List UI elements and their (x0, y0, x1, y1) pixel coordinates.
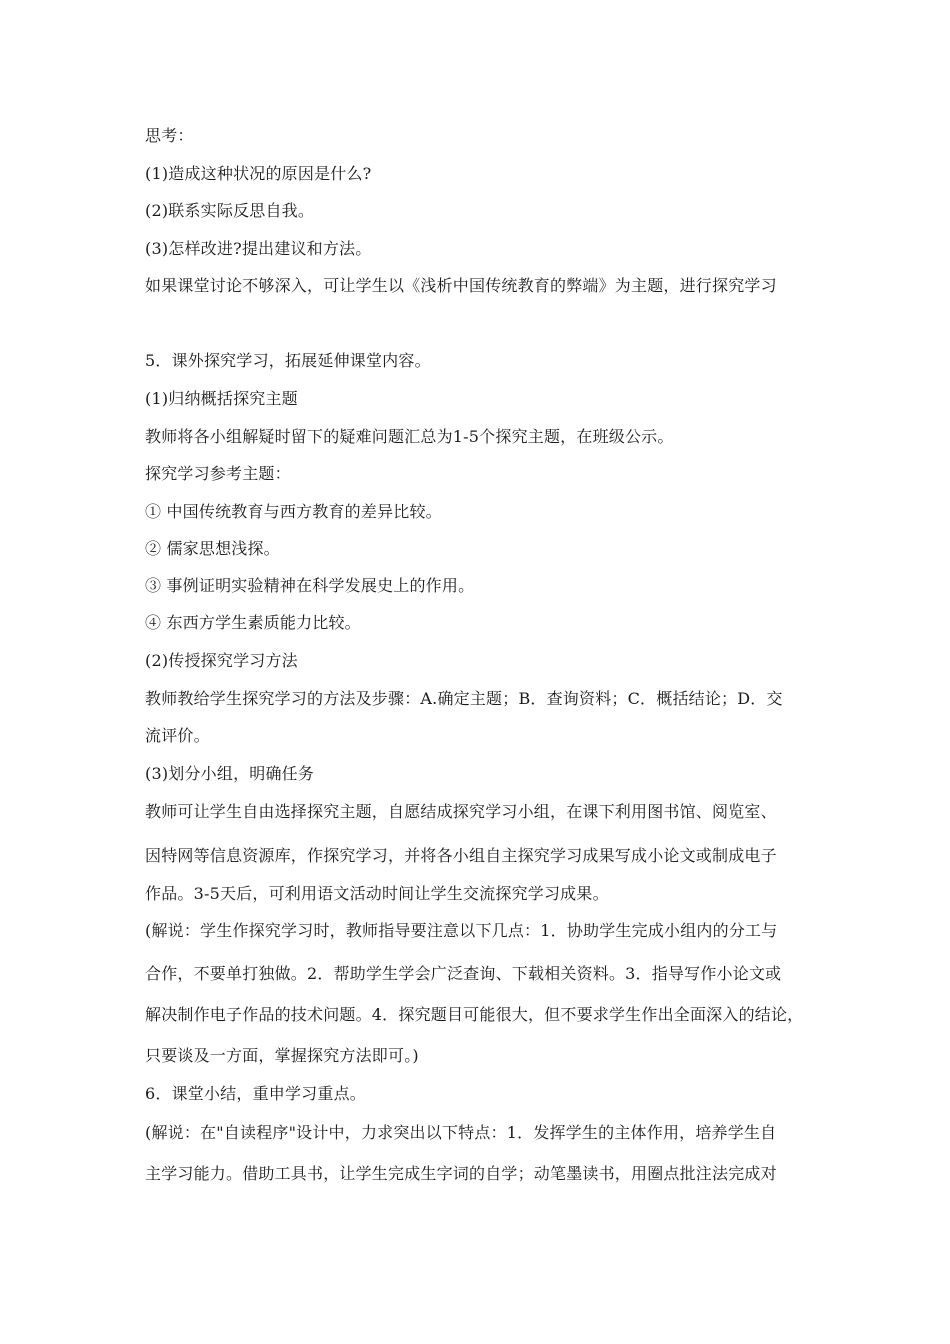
think-heading: 思考： (145, 126, 194, 145)
topic-item-1: ① 中国传统教育与西方教育的差异比较。 (145, 502, 442, 521)
section-6-heading: 6．课堂小结，重申学习重点。 (145, 1084, 366, 1103)
note-line: 解决制作电子作品的技术问题。4．探究题目可能很大，但不要求学生作出全面深入的结论， (145, 1005, 804, 1024)
paragraph-line: 教师将各小组解疑时留下的疑难问题汇总为1-5个探究主题，在班级公示。 (145, 427, 674, 446)
paragraph-line: 流评价。 (145, 726, 210, 745)
note-line: (解说：学生作探究学习时，教师指导要注意以下几点：1．协助学生完成小组内的分工与 (145, 921, 778, 940)
question-3: (3)怎样改进?提出建议和方法。 (145, 239, 372, 258)
note-line: 主学习能力。借助工具书，让学生完成生字词的自学；动笔墨读书，用圈点批注法完成对 (145, 1164, 777, 1183)
topic-item-4: ④ 东西方学生素质能力比较。 (145, 613, 361, 632)
paragraph-line: 作品。3-5天后，可利用语文活动时间让学生交流探究学习成果。 (145, 884, 609, 903)
paragraph-line: 教师教给学生探究学习的方法及步骤：A.确定主题；B．查询资料；C．概括结论；D．交 (145, 689, 783, 708)
question-2: (2)联系实际反思自我。 (145, 201, 315, 220)
subheading-2: (2)传授探究学习方法 (145, 651, 298, 670)
paragraph-line: 因特网等信息资源库，作探究学习，并将各小组自主探究学习成果写成小论文或制成电子 (145, 846, 777, 865)
topic-item-3: ③ 事例证明实验精神在科学发展史上的作用。 (145, 576, 475, 595)
topics-heading: 探究学习参考主题： (145, 464, 291, 483)
discussion-paragraph: 如果课堂讨论不够深入，可让学生以《浅析中国传统教育的弊端》为主题，进行探究学习 (145, 276, 777, 295)
subheading-1: (1)归纳概括探究主题 (145, 389, 298, 408)
subheading-3: (3)划分小组，明确任务 (145, 764, 315, 783)
note-line: (解说：在"自读程序"设计中，力求突出以下特点：1．发挥学生的主体作用，培养学生自 (145, 1123, 777, 1142)
note-line: 合作，不要单打独做。2．帮助学生学会广泛查询、下载相关资料。3．指导写作小论文或 (145, 964, 782, 983)
question-1: (1)造成这种状况的原因是什么? (145, 164, 372, 183)
paragraph-line: 教师可让学生自由选择探究主题，自愿结成探究学习小组，在课下利用图书馆、阅览室、 (145, 802, 777, 821)
topic-item-2: ② 儒家思想浅探。 (145, 539, 280, 558)
section-5-heading: 5．课外探究学习，拓展延伸课堂内容。 (145, 351, 431, 370)
note-line: 只要谈及一方面，掌握探究方法即可。) (145, 1046, 419, 1065)
